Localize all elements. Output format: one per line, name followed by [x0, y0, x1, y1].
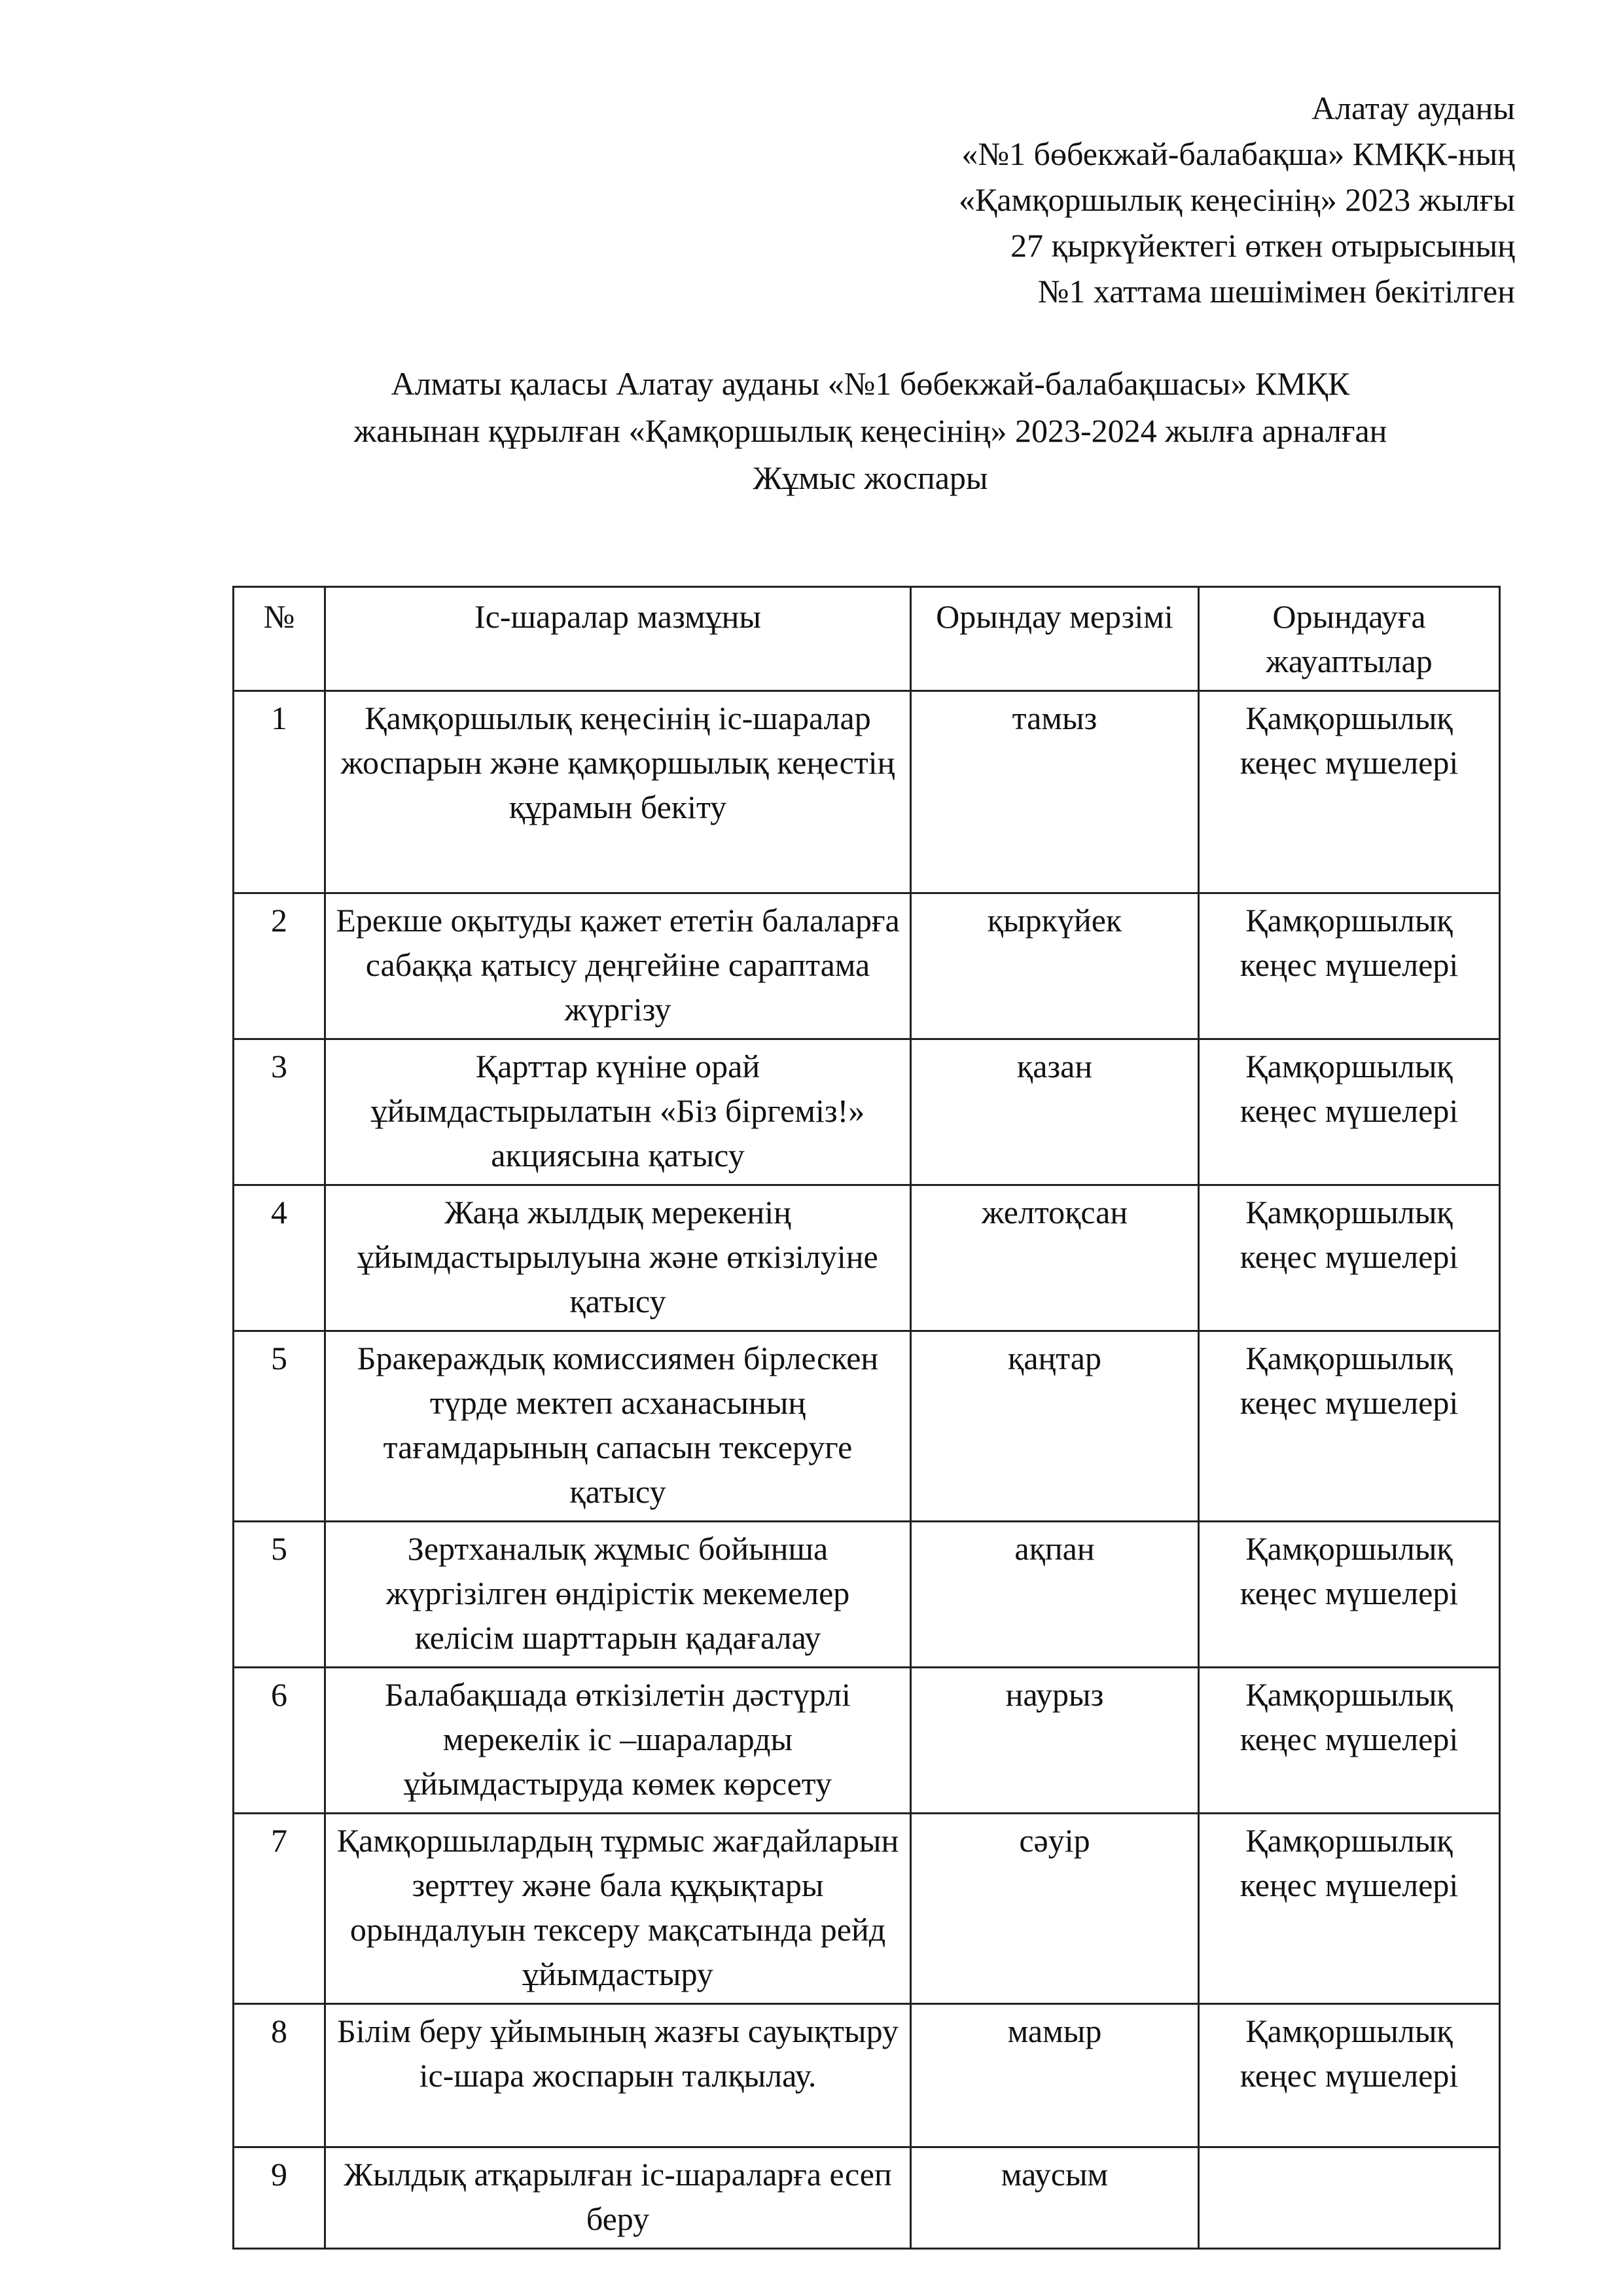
work-plan-table [232, 586, 1501, 2250]
cell-responsible: Қамқоршылық кеңес мүшелері [1199, 1331, 1500, 1522]
cell-num: 4 [234, 1185, 325, 1331]
approval-block [664, 85, 1515, 314]
cell-term: тамыз [911, 691, 1199, 893]
cell-term: қаңтар [911, 1331, 1199, 1522]
header-num: № [234, 587, 325, 691]
approval-line: «Қамқоршылық кеңесінің» 2023 жылғы [958, 181, 1515, 218]
cell-responsible [1199, 2147, 1500, 2249]
cell-term: сәуір [911, 1814, 1199, 2004]
cell-responsible: Қамқоршылық кеңес мүшелері [1199, 1039, 1500, 1185]
cell-content: Білім беру ұйымының жазғы сауықтыру іс-шара жоспарын талқылау. [325, 2004, 911, 2147]
cell-num: 3 [234, 1039, 325, 1185]
cell-responsible: Қамқоршылық кеңес мүшелері [1199, 691, 1500, 893]
table-row [234, 1668, 1500, 1814]
table-row [234, 1039, 1500, 1185]
cell-content: Жылдық атқарылған іс-шараларға есеп беру [325, 2147, 911, 2249]
header-responsible: Орындауға жауаптылар [1199, 587, 1500, 691]
document-title [249, 360, 1492, 501]
title-line: жанынан құрылған «Қамқоршылық кеңесінің» 2023-2024 жылға арналған [353, 412, 1387, 449]
cell-term: наурыз [911, 1668, 1199, 1814]
cell-responsible: Қамқоршылық кеңес мүшелері [1199, 1668, 1500, 1814]
header-content: Іс-шаралар мазмұны [325, 587, 911, 691]
cell-num: 5 [234, 1522, 325, 1668]
cell-num: 5 [234, 1331, 325, 1522]
cell-term: мамыр [911, 2004, 1199, 2147]
cell-content: Ерекше оқытуды қажет ететін балаларға сабаққа қатысу деңгейіне сараптама жүргізу [325, 893, 911, 1039]
table-row [234, 2147, 1500, 2249]
approval-line: №1 хаттама шешімімен бекітілген [1037, 273, 1515, 310]
cell-term: желтоқсан [911, 1185, 1199, 1331]
cell-content: Бракераждық комиссиямен бірлескен түрде мектеп асханасының тағамдарының сапасын тексеруге қатысу [325, 1331, 911, 1522]
cell-term: маусым [911, 2147, 1199, 2249]
cell-content: Қамқоршылардың тұрмыс жағдайларын зерттеу және бала құқықтары орындалуын тексеру мақсатында рейд ұйымдастыру [325, 1814, 911, 2004]
table-row [234, 893, 1500, 1039]
cell-num: 6 [234, 1668, 325, 1814]
table-row [234, 1522, 1500, 1668]
title-line: Жұмыс жоспары [753, 459, 988, 496]
cell-content: Балабақшада өткізілетін дәстүрлі мерекелік іс –шараларды ұйымдастыруда көмек көрсету [325, 1668, 911, 1814]
cell-num: 2 [234, 893, 325, 1039]
approval-line: «№1 бөбекжай-балабақша» КМҚК-ның [961, 135, 1515, 172]
cell-content: Зертханалық жұмыс бойынша жүргізілген өндірістік мекемелер келісім шарттарын қадағалау [325, 1522, 911, 1668]
cell-num: 7 [234, 1814, 325, 2004]
cell-num: 1 [234, 691, 325, 893]
table-row [234, 1331, 1500, 1522]
cell-content: Жаңа жылдық мерекенің ұйымдастырылуына және өткізілуіне қатысу [325, 1185, 911, 1331]
table-row [234, 1814, 1500, 2004]
approval-line: 27 қыркүйектегі өткен отырысының [1010, 227, 1515, 264]
cell-num: 9 [234, 2147, 325, 2249]
cell-content: Қарттар күніне орай ұйымдастырылатын «Біз біргеміз!» акциясына қатысу [325, 1039, 911, 1185]
cell-term: қыркүйек [911, 893, 1199, 1039]
table-row [234, 1185, 1500, 1331]
cell-term: ақпан [911, 1522, 1199, 1668]
table-row [234, 691, 1500, 893]
cell-responsible: Қамқоршылық кеңес мүшелері [1199, 1522, 1500, 1668]
cell-num: 8 [234, 2004, 325, 2147]
cell-responsible: Қамқоршылық кеңес мүшелері [1199, 2004, 1500, 2147]
cell-term: қазан [911, 1039, 1199, 1185]
table-header-row [234, 587, 1500, 691]
approval-line: Алатау ауданы [1311, 90, 1515, 126]
cell-responsible: Қамқоршылық кеңес мүшелері [1199, 1814, 1500, 2004]
cell-responsible: Қамқоршылық кеңес мүшелері [1199, 1185, 1500, 1331]
title-line: Алматы қаласы Алатау ауданы «№1 бөбекжай-балабақшасы» КМҚК [391, 365, 1350, 402]
cell-responsible: Қамқоршылық кеңес мүшелері [1199, 893, 1500, 1039]
cell-content: Қамқоршылық кеңесінің іс-шаралар жоспарын және қамқоршылық кеңестің құрамын бекіту [325, 691, 911, 893]
header-term: Орындау мерзімі [911, 587, 1199, 691]
table-row [234, 2004, 1500, 2147]
